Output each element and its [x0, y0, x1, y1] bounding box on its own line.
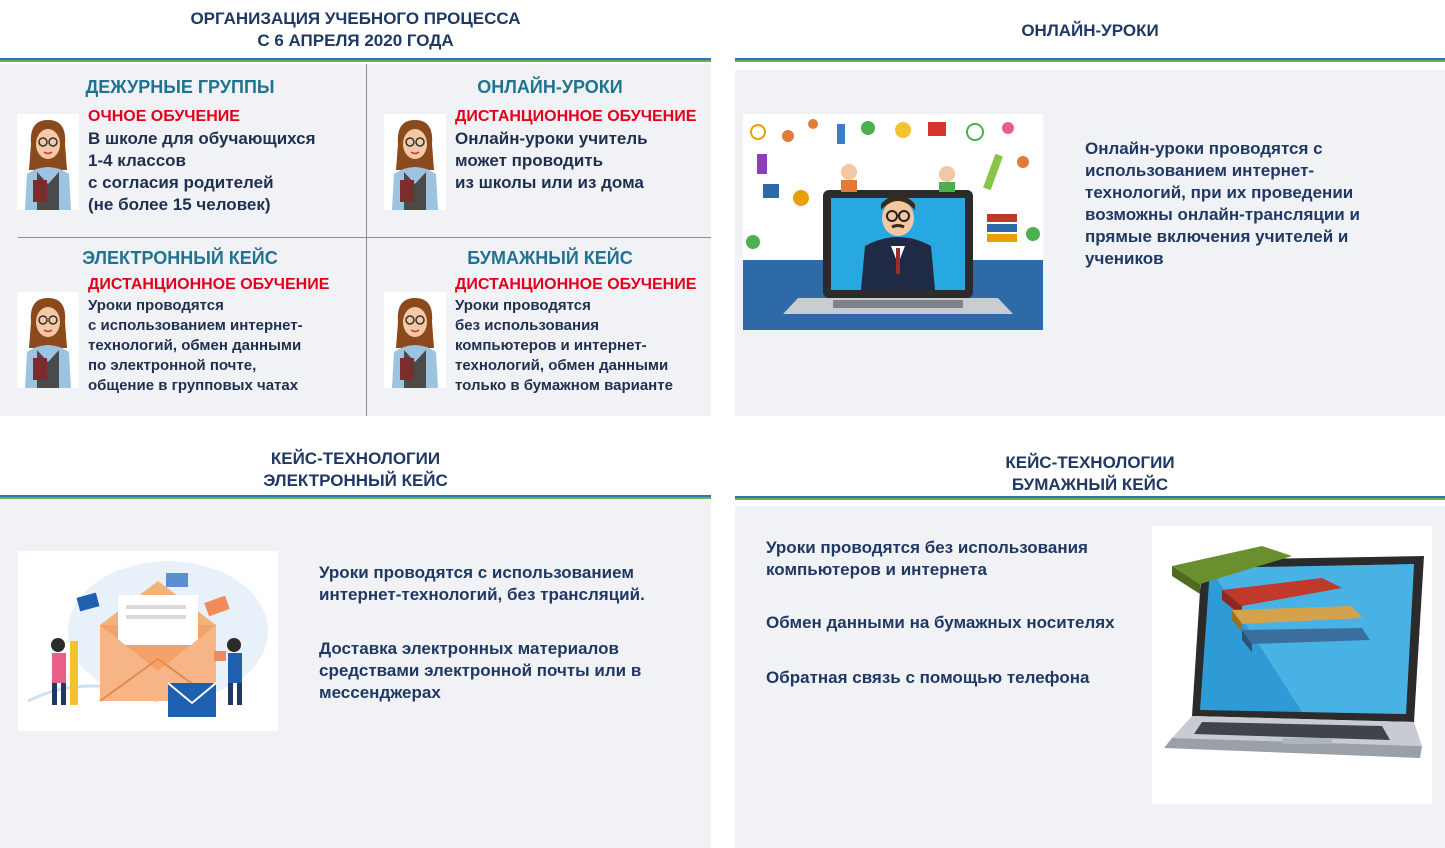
slide-title: ОРГАНИЗАЦИЯ УЧЕБНОГО ПРОЦЕССА С 6 АПРЕЛЯ 2020 ГОДА [0, 0, 711, 64]
teacher-icon [17, 292, 79, 388]
slide-electronic-case [0, 438, 711, 848]
cell-title: БУМАЖНЫЙ КЕЙС [467, 248, 633, 268]
teacher-icon [384, 114, 446, 210]
header-divider [735, 58, 1445, 62]
online-lesson-illustration [743, 114, 1043, 330]
cell-title: ЭЛЕКТРОННЫЙ КЕЙС [82, 248, 278, 268]
cell-title: ДЕЖУРНЫЕ ГРУППЫ [85, 77, 275, 97]
header-divider [0, 58, 711, 62]
slide-online-lessons [735, 0, 1445, 416]
description-text-3: Обратная связь с помощью телефона [766, 668, 1090, 687]
slide-title: КЕЙС-ТЕХНОЛОГИИ ЭЛЕКТРОННЫЙ КЕЙС [0, 438, 711, 498]
email-illustration [18, 551, 278, 731]
grid-divider-vertical [366, 64, 367, 416]
teacher-icon [17, 114, 79, 210]
slide-paper-case [735, 438, 1445, 848]
cell-body: Уроки проводятся без использования компьютеров и интернет- технологий, обмен данными только в бумажном варианте [455, 297, 673, 394]
description-text-1: Уроки проводятся без использования компьютеров и интернета [766, 538, 1088, 579]
cell-subtitle: ОЧНОЕ ОБУЧЕНИЕ [88, 108, 240, 125]
teacher-icon [384, 292, 446, 388]
grid-divider-horizontal [18, 237, 711, 238]
slide-title: ОНЛАЙН-УРОКИ [735, 0, 1445, 70]
cell-title: ОНЛАЙН-УРОКИ [477, 77, 623, 97]
cell-body: Уроки проводятся с использованием интернет- технологий, обмен данными по электронной почте, общение в групповых чатах [88, 297, 303, 394]
header-divider [735, 496, 1445, 500]
cell-body: Онлайн-уроки учитель может проводить из школы или из дома [455, 129, 648, 192]
header-divider [0, 495, 711, 499]
description-text-2: Доставка электронных материалов средствами электронной почты или в мессенджерах [319, 639, 642, 702]
cell-subtitle: ДИСТАНЦИОННОЕ ОБУЧЕНИЕ [455, 276, 697, 293]
slide-organization [0, 0, 711, 416]
cell-subtitle: ДИСТАНЦИОННОЕ ОБУЧЕНИЕ [88, 276, 330, 293]
description-text-1: Уроки проводятся с использованием интернет-технологий, без трансляций. [319, 563, 645, 604]
books-laptop-illustration [1152, 526, 1432, 804]
cell-subtitle: ДИСТАНЦИОННОЕ ОБУЧЕНИЕ [455, 108, 697, 125]
description-text-2: Обмен данными на бумажных носителях [766, 613, 1115, 632]
description-text: Онлайн-уроки проводятся с использованием интернет- технологий, при их проведении возможны онлайн-трансляции и прямые включения учителей и учеников [1085, 139, 1360, 268]
slide-title: КЕЙС-ТЕХНОЛОГИИ БУМАЖНЫЙ КЕЙС [735, 438, 1445, 506]
cell-body: В школе для обучающихся 1-4 классов с согласия родителей (не более 15 человек) [88, 129, 316, 214]
